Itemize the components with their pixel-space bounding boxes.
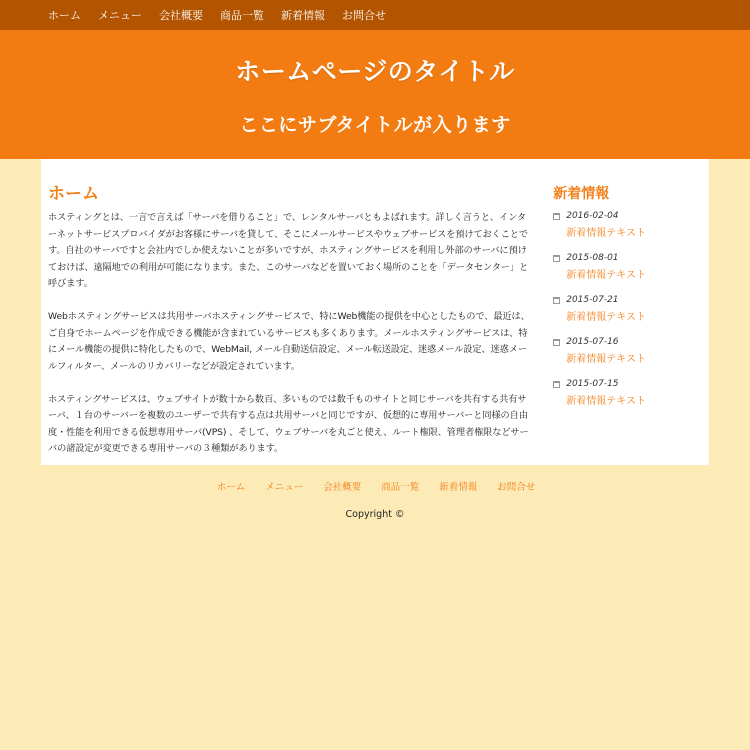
calendar-icon bbox=[553, 297, 560, 304]
calendar-icon bbox=[553, 339, 560, 346]
copyright: Copyright © bbox=[345, 509, 405, 520]
site-title: ホームページのタイトル bbox=[235, 57, 515, 86]
news-sidebar bbox=[553, 179, 703, 465]
footer-nav-company[interactable]: 会社概要 bbox=[323, 482, 362, 493]
footer-nav-news[interactable]: 新着情報 bbox=[439, 482, 478, 493]
top-nav-company[interactable]: 会社概要 bbox=[159, 9, 203, 22]
calendar-icon bbox=[553, 213, 560, 220]
news-link[interactable]: 新着情報テキスト bbox=[566, 312, 647, 323]
news-item bbox=[553, 337, 703, 365]
top-nav-contact[interactable]: お問合せ bbox=[342, 9, 386, 22]
footer-nav-menu[interactable]: メニュー bbox=[265, 482, 304, 493]
site-subtitle: ここにサブタイトルが入ります bbox=[239, 114, 511, 136]
main-content bbox=[48, 179, 533, 465]
news-date: 2015-07-16 bbox=[566, 337, 619, 347]
top-nav bbox=[0, 0, 750, 30]
paragraph: Webホスティングサービスは共用サーバホスティングサービスで、特にWeb機能の提供を中心としたもので、最近は、ご自身でホームページを作成できる機能が含まれているサービスも多くあります。メールホスティングサービスは、特にメール機能の提供に特化したもので、WebMail, メール自動送信設定、メール転送設定、迷惑メール設定、迷惑メールフィルター、メールのリカバリーなどが設定されています。 bbox=[48, 311, 530, 372]
news-date: 2016-02-04 bbox=[566, 211, 619, 221]
page-heading: ホーム bbox=[48, 184, 99, 204]
footer-nav-home[interactable]: ホーム bbox=[216, 482, 246, 493]
news-item bbox=[553, 295, 703, 323]
news-date: 2015-07-21 bbox=[566, 295, 619, 305]
footer-nav-contact[interactable]: お問合せ bbox=[497, 482, 536, 493]
news-item bbox=[553, 211, 703, 239]
paragraph: ホスティングとは、一言で言えば「サーバを借りること」で、レンタルサーバともよばれます。詳しく言うと、インターネットサービスプロバイダがお客様にサーバを貸して、そこにメールサービスやウェブサービスを預けておくことです。自社のサーバですと会社内でしか使えないことが多いですが、ホスティングサービスを利用し外部のサーバに預けておけば、遠隔地での利用が可能になります。また、このサーバなどを置いておく場所のことを「データセンター」と呼びます。 bbox=[48, 212, 529, 289]
paragraph: ホスティングサービスは、ウェブサイトが数十から数百、多いものでは数千ものサイトと同じサーバを共有する共有サーバ、１台のサーバーを複数のユーザーで共有する点は共用サーバと同じですが、仮想的に専用サーバーと同様の自由度・性能を利用できる仮想専用サーバ(VPS) 、そして、ウェブサーバを丸ごと使え、ルート権限、管理者権限などサーバの諸設定が変更できる専用サーバの３種類があります。 bbox=[48, 393, 529, 454]
news-link[interactable]: 新着情報テキスト bbox=[566, 228, 647, 239]
news-link[interactable]: 新着情報テキスト bbox=[566, 270, 647, 281]
content-container bbox=[41, 159, 709, 465]
news-date: 2015-07-15 bbox=[566, 379, 619, 389]
news-link[interactable]: 新着情報テキスト bbox=[566, 354, 647, 365]
top-nav-products[interactable]: 商品一覧 bbox=[220, 9, 264, 22]
top-nav-news[interactable]: 新着情報 bbox=[281, 9, 325, 22]
hero-header bbox=[0, 30, 750, 159]
calendar-icon bbox=[553, 255, 560, 262]
footer-nav-products[interactable]: 商品一覧 bbox=[381, 482, 420, 493]
top-nav-home[interactable]: ホーム bbox=[48, 9, 81, 22]
news-item bbox=[553, 253, 703, 281]
news-date: 2015-08-01 bbox=[566, 253, 619, 263]
calendar-icon bbox=[553, 381, 560, 388]
news-item bbox=[553, 379, 703, 407]
top-nav-menu[interactable]: メニュー bbox=[98, 9, 142, 22]
news-link[interactable]: 新着情報テキスト bbox=[566, 396, 647, 407]
sidebar-heading: 新着情報 bbox=[553, 186, 610, 202]
footer-nav bbox=[0, 479, 750, 493]
